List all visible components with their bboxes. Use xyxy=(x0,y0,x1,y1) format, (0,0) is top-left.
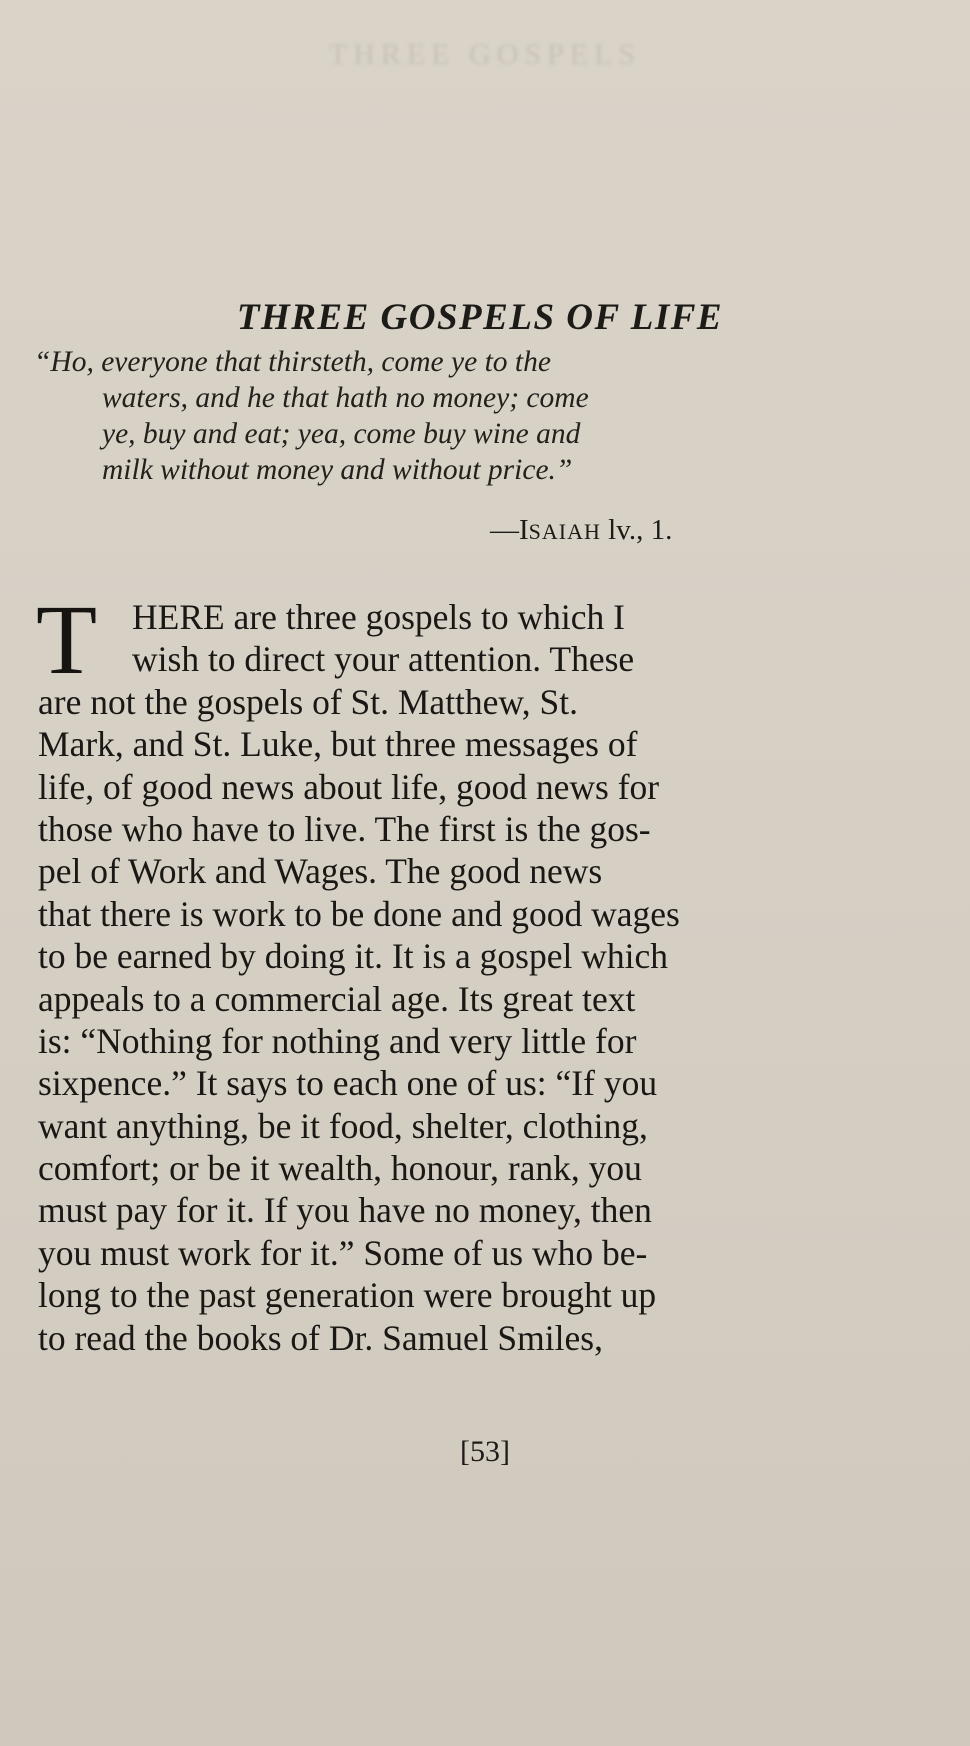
attribution-dash: — xyxy=(490,514,519,546)
body-line: you must work for it.” Some of us who be- xyxy=(38,1232,648,1273)
body-line: appeals to a commercial age. Its great text xyxy=(38,978,636,1019)
body-line: comfort; or be it wealth, honour, rank, you xyxy=(38,1148,642,1189)
body-line: to read the books of Dr. Samuel Smiles, xyxy=(38,1317,603,1358)
epigraph xyxy=(34,344,794,488)
epigraph-line: ye, buy and eat; yea, come buy wine and xyxy=(102,418,581,450)
attribution-name-rest: SAIAH xyxy=(528,519,601,544)
body-line: sixpence.” It says to each one of us: “If you xyxy=(38,1063,658,1104)
attribution-name-initial: I xyxy=(519,514,529,546)
epigraph-attribution xyxy=(490,514,672,547)
epigraph-line: “Ho, everyone that thirsteth, come ye to the xyxy=(34,346,551,378)
body-line: Mark, and St. Luke, but three messages of xyxy=(38,724,638,765)
body-line: that there is work to be done and good wages xyxy=(38,893,680,934)
running-head-bleedthrough: THREE GOSPELS xyxy=(328,38,642,71)
body-line: must pay for it. If you have no money, then xyxy=(38,1190,652,1231)
attribution-reference: lv., 1. xyxy=(600,514,673,546)
body-line: to be earned by doing it. It is a gospel which xyxy=(38,936,668,977)
body-line: is: “Nothing for nothing and very little for xyxy=(38,1020,637,1061)
body-line: pel of Work and Wages. The good news xyxy=(38,851,603,892)
body-line: those who have to live. The first is the gos- xyxy=(38,808,651,849)
epigraph-line: milk without money and without price.” xyxy=(102,454,573,486)
body-line: are not the gospels of St. Matthew, St. xyxy=(38,681,578,722)
body-line: long to the past generation were brought up xyxy=(38,1275,657,1316)
chapter-title: THREE GOSPELS OF LIFE xyxy=(236,297,724,338)
drop-cap: T xyxy=(36,584,98,695)
body-line: want anything, be it food, shelter, clothing, xyxy=(38,1105,648,1146)
epigraph-line: waters, and he that hath no money; come xyxy=(102,382,589,414)
page-number: [53] xyxy=(460,1435,510,1468)
body-line: wish to direct your attention. These xyxy=(132,639,635,680)
body-paragraph xyxy=(36,584,798,1359)
body-line: HERE are three gospels to which I xyxy=(132,597,625,637)
body-line: life, of good news about life, good news for xyxy=(38,766,660,807)
